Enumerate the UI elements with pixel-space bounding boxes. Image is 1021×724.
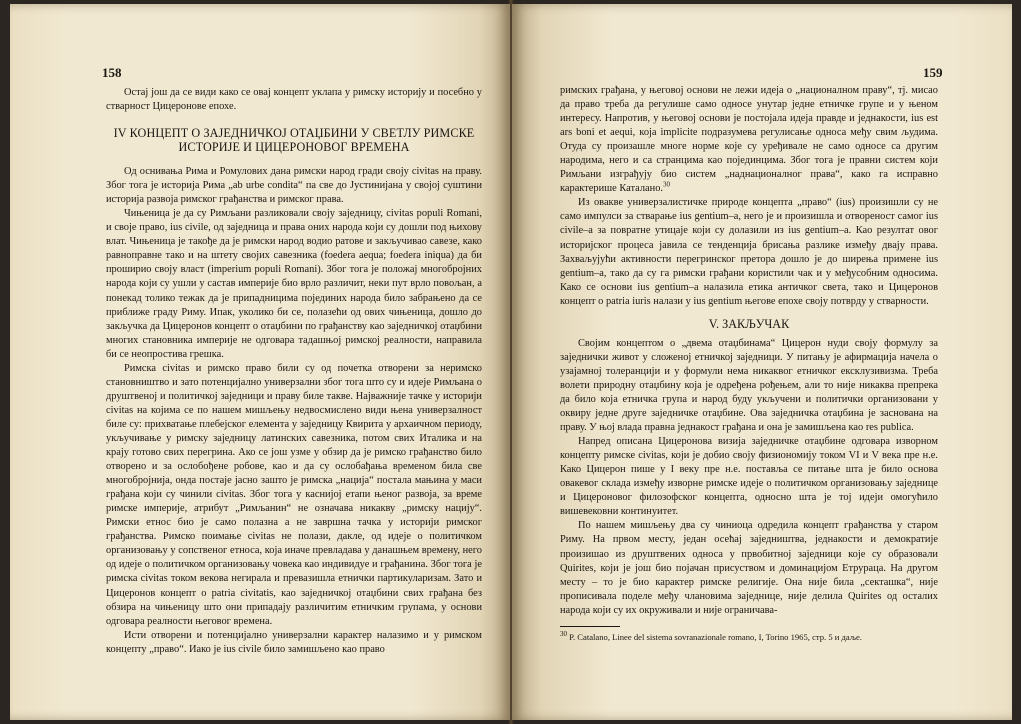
page-number: 159 (923, 65, 943, 80)
section-heading: IV КОНЦЕПТ О ЗАЈЕДНИЧКОЈ ОТАЏБИНИ У СВЕТЛУ РИМСКЕ ИСТОРИЈЕ И ЦИЦЕРОНОВОГ ВРЕМЕНА (113, 126, 475, 155)
left-text-column (106, 86, 482, 657)
intro-paragraph: Остај још да се види како се овај концепт уклапа у римску историју и посебно у стварност Цицеронове епохе. (106, 87, 482, 113)
body-paragraph: По нашем мишљењу два су чиниоца одредила концепт грађанства у старом Риму. На првом месту, један осећај заједништва, једнакости и демократије произишао из друштвених односа у првобитној заједници које су образовали Quirites, који је још био појачан присуством и доминацијом Етрураца. На другом месту – то је био карактер римске религије. Она није била „секташка“, није прописивала поделе међу члановима заједнице, није делила Quirites од осталих народа који су их окруживали и није ограничава- (560, 520, 938, 616)
footnote (560, 629, 938, 643)
body-paragraph: Римска civitas и римско право били су од почетка отворени за неримско становништво и зато потенцијално универзални због тога што су и идеје Римљана о друштвеној и политичкој заједници и праву биле такве. Најважније тачке у историји civitas на којима се по нашем мишљењу недвосмислено види њена универзалност биле су: прихватање плебејског елемента у заједницу Квирита у архаичном периоду, укључивање у римску заједницу латинских савезника, потом свих Италика и на крају готово свих перегрина. Ако се још узме у обзир да је римско грађанство било отворено и за ослобођене робове, као и да су ослобађања временом била све многобројнија, онда постаје јасно зашто је римска „нација“ постала мањина у маси грађана који су чинили civitas. Због тога у каснијој етапи њеног развоја, за време римске империје, атрибут „Римљанин“ не означава никакву „римску нацију“. Римски етнос био је само полазна а не завршна тачка у историји римског грађанства. Римско поимање civitas не полази, дакле, од идеје о политичком организовању у сопственог етноса, која иначе превладава у данашњем времену, него од идеје о политичком организовању човека као индивидуе и грађанина. Због тога је римска civitas током векова негирала и превазишла етнички партикуларизам. Зато и Цицеронов концепт о patria civitatis, као заједничкој отаџбини свих грађана без обзира на чињеницу што они припадају различитим етничким групама, у основи одговара реалности његовог времена. (106, 362, 482, 627)
body-paragraph: Напред описана Цицеронова визија заједничке отаџбине одговара изворном концепту римске civitas, који је добио своју физиономију током VI и V века пре н.е. Како Цицерон пише у I веку пре н.е. постављa се питање шта је било основа овакевог склада између изворне римске идеје о политичком организовању заједнице и Цицероновог филозофског концепта, односно шта је тој идеји омогућило вишевековни континуитет. (560, 436, 938, 518)
footnote-reference[interactable]: 30 (663, 180, 670, 189)
continuation-text: римских грађана, у његовој основи не лежи идеја о „националном праву“, тј. мисао да право треба да регулише само односе унутар једне етничке групе и у њеном интересу. Напротив, у његовој основи је постојала идеја правде и једнакости, ius est ars boni et aequi, која implicite подразумева регулисање односа међу свим људима. Отуда су произашле многе норме које су уређивале не само односе са другим народима, него и са странцима као појединцима. Због тога је правни систем који Римљани изграђују био систем „наднационалног права“, како га исправно карактерише Каталано. (560, 85, 938, 195)
section-heading: V. ЗАКЉУЧАК (708, 316, 790, 331)
continuation-paragraph (560, 84, 938, 196)
right-page (512, 4, 1012, 720)
page-number: 158 (102, 65, 122, 80)
footnote-number: 30 (560, 629, 567, 638)
body-paragraph: Из овакве универзалистичке природе концепта „право“ (ius) произишли су не само импулси за стварање ius gentium–a, него је и произишла и отвореност самог ius civile–a за повратне утицаје који су долазили из ius gentium–a. Као резултат овог историјског процеса јавила се тенденција брисања разлике између двају права. Захваљујући активности перегринског претора дошло је до ширења примене ius gentium–a, тако да су га римски грађани користили чак и у међусобним односима. Како се основи ius gentium–a налазила етика античког света, тако и Цицеронов концепт о patria iuris налази у ius gentium његове епохе своју потврду у стварности. (560, 197, 938, 307)
right-text-column (560, 84, 938, 643)
left-page (10, 4, 510, 720)
body-paragraph: Од оснивања Рима и Ромулових дана римски народ гради своју civitas на праву. Због тога је историја Рима „ab urbe condita“ па све до Јустинијана у својој суштини историја развоја римског грађанства и римског права. (106, 166, 482, 206)
footnote-text: P. Catalano, Linee del sistema sovranazionale romano, I, Torino 1965, стр. 5 и даље. (569, 631, 862, 642)
body-paragraph: Својим концептом о „двема отаџбинама“ Цицерон нуди своју формулу за заједнички живот у сложеној етничкој заједници. У питању је афирмација начела о узајамној толеранцији и у формули нема никаквог етничког ексклузивизма. Треба волети природну отаџбину која је одређена рођењем, али то није никаква препрека да било која етничка група и народ буду укључени и политички организовани у оквиру једне друге заједничке отаџбине. Ова заједничка отаџбина је заснована на праву. У њој влада правна једнакост грађана и она је замишљена као res publica. (560, 337, 938, 434)
footnote-divider (560, 626, 620, 627)
body-paragraph: Чињеница је да су Римљани разликовали своју заједницу, civitas populi Romani, и своје право, ius civile, од заједница и права оних народа који су дошли под њихову влат. Чињеница је такође да је римски народ водио ратове и закључивао савезе, како равноправне тако и на штету својих савезника (foedera aequa; foedera iniqua) да би проширио своју власт (imperium populi Romani). Због тога је положај многобројних народа који су ушли у састав империје био врло различит, неки пут врло повољан, а понекад толико тежак да је припадницима појединих народа било забрањено да се приближе граду Риму. Ипак, уколико би се, полазећи од ових чињеница, дошло до закључка да Цицеронов концепт о отаџбини по грађанству као заједничкој отаџбини многих становника империје не одговара тадашњој римској реалности, направила би се неопростива грешка. (106, 208, 482, 360)
body-paragraph: Исти отворени и потенцијално универзални карактер налазимо и у римском концепту „право“. Иако је ius civile било замишљено као право (106, 629, 482, 655)
